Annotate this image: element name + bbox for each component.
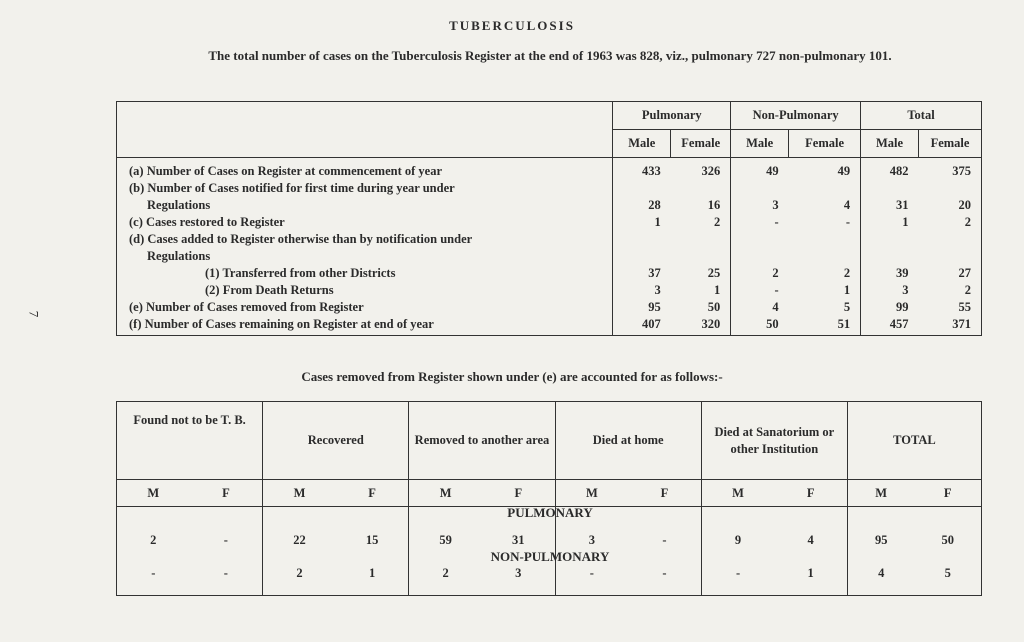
value-cell: - (731, 282, 789, 299)
value-cell: 2 (117, 507, 190, 553)
value-cell (613, 248, 671, 265)
value-cell: 37 (613, 265, 671, 282)
row-label: (e) Number of Cases removed from Register (117, 299, 613, 316)
subtitle: Cases removed from Register shown under (e) are accounted for as follows:- (301, 369, 723, 384)
mf-header: F (336, 480, 409, 507)
value-cell: 320 (671, 316, 731, 336)
value-cell: 3 (861, 282, 919, 299)
value-cell: 407 (613, 316, 671, 336)
value-cell (671, 180, 731, 197)
group-header: Recovered (263, 402, 409, 480)
table-row (117, 299, 982, 316)
value-cell: 15 (336, 507, 409, 553)
table-row (117, 231, 982, 248)
value-cell (613, 180, 671, 197)
value-cell (731, 180, 789, 197)
value-cell: 1 (336, 552, 409, 596)
table-row (117, 316, 982, 336)
value-cell: 95 (613, 299, 671, 316)
value-cell (731, 231, 789, 248)
value-cell: 50 (731, 316, 789, 336)
value-cell: 5 (914, 552, 981, 596)
value-cell: 1 (843, 283, 851, 297)
value-cell (671, 231, 731, 248)
row-label: (b) Number of Cases notified for first time during year under (117, 180, 613, 197)
value-cell: 20 (919, 197, 982, 214)
value-cell: 51 (789, 316, 861, 336)
sub-header: Female (789, 130, 861, 158)
value-cell: 3 (613, 282, 671, 299)
page-number: 7 (26, 310, 42, 318)
table-row (117, 180, 982, 197)
value-cell: 4 (731, 299, 789, 316)
value-cell: 28 (613, 197, 671, 214)
pulmonary-label: PULMONARY (507, 505, 593, 520)
mf-header: F (482, 480, 555, 507)
value-cell: 3 (482, 552, 555, 596)
value-cell: 3 (731, 197, 789, 214)
value-cell: - (555, 552, 628, 596)
sub-header: Male (861, 130, 919, 158)
mf-header: F (914, 480, 981, 507)
value-cell (861, 180, 919, 197)
value-cell: 326 (701, 164, 721, 178)
table-row (117, 282, 982, 299)
removed-table (116, 401, 982, 596)
value-cell: 39 (861, 265, 919, 282)
value-cell: 433 (613, 158, 671, 181)
group-header: Found not to be T. B. (117, 402, 263, 480)
value-cell: - (117, 552, 190, 596)
value-cell (789, 248, 861, 265)
value-cell: 1 (613, 214, 671, 231)
sub-header: Female (919, 130, 982, 158)
value-cell: 59 (409, 507, 482, 553)
value-cell: - (701, 552, 774, 596)
value-cell: 16 (707, 198, 721, 212)
value-cell (861, 231, 919, 248)
value-cell (671, 248, 731, 265)
value-cell: - (845, 215, 851, 229)
value-cell (919, 248, 982, 265)
row-label: Regulations (117, 197, 613, 214)
row-label: (d) Cases added to Register otherwise than by notification under (117, 231, 613, 248)
sub-header: Male (731, 130, 789, 158)
value-cell (613, 231, 671, 248)
value-cell: 482 (861, 158, 919, 181)
value-cell: 25 (707, 266, 721, 280)
label-header-cell (117, 102, 613, 158)
value-cell: 3 (555, 507, 628, 553)
value-cell: 31 (482, 507, 555, 553)
value-cell: 1 (861, 214, 919, 231)
group-header: Pulmonary (613, 102, 731, 130)
table-row (117, 265, 982, 282)
group-header: Died at home (555, 402, 701, 480)
register-table (116, 101, 982, 336)
value-cell: - (628, 507, 701, 553)
value-cell: 2 (409, 552, 482, 596)
value-cell: 2 (713, 215, 721, 229)
value-cell: 49 (837, 164, 851, 178)
value-cell: 95 (847, 507, 914, 553)
group-header: Non-Pulmonary (731, 102, 861, 130)
mf-header: F (190, 480, 263, 507)
value-cell: 371 (919, 316, 982, 336)
sub-header: Female (671, 130, 731, 158)
value-cell (919, 231, 982, 248)
sub-header: Male (613, 130, 671, 158)
value-cell: 375 (919, 158, 982, 181)
table-row (117, 197, 982, 214)
value-cell: 50 (707, 300, 721, 314)
value-cell: 22 (263, 507, 336, 553)
group-header: Removed to another area (409, 402, 555, 480)
value-cell: 1 (713, 283, 721, 297)
value-cell: 2 (843, 266, 851, 280)
value-cell: 2 (731, 265, 789, 282)
value-cell: 4 (774, 507, 847, 553)
value-cell: - (190, 507, 263, 553)
value-cell (919, 180, 982, 197)
value-cell: 31 (861, 197, 919, 214)
value-cell (789, 231, 861, 248)
value-cell: 27 (919, 265, 982, 282)
row-label: (f) Number of Cases remaining on Register at end of year (117, 316, 613, 336)
row-label: (a) Number of Cases on Register at commencement of year (117, 158, 613, 181)
value-cell: 9 (701, 507, 774, 553)
value-cell: 2 (919, 282, 982, 299)
intro-paragraph: The total number of cases on the Tuberculosis Register at the end of 1963 was 828, viz., pulmonary 727 non-pulmonary 101. (208, 48, 892, 63)
value-cell (861, 248, 919, 265)
value-cell: 457 (861, 316, 919, 336)
value-cell: - (628, 552, 701, 596)
value-cell: 55 (919, 299, 982, 316)
value-cell: 49 (731, 158, 789, 181)
row-label: (1) Transferred from other Districts (117, 265, 613, 282)
mf-header: M (701, 480, 774, 507)
mf-header: M (409, 480, 482, 507)
value-cell: - (731, 214, 789, 231)
mf-header: F (774, 480, 847, 507)
value-cell: 2 (919, 214, 982, 231)
table-row (117, 214, 982, 231)
table-row (117, 248, 982, 265)
value-cell: 5 (843, 300, 851, 314)
mf-header: M (117, 480, 190, 507)
table-row (117, 158, 982, 181)
value-cell: 4 (843, 198, 851, 212)
mf-header: M (847, 480, 914, 507)
row-label: (2) From Death Returns (117, 282, 613, 299)
row-label: Regulations (117, 248, 613, 265)
group-header: Died at Sanatorium or other Institution (701, 402, 847, 480)
mf-header: M (555, 480, 628, 507)
value-cell: 4 (847, 552, 914, 596)
mf-header: F (628, 480, 701, 507)
value-cell (731, 248, 789, 265)
value-cell: 50 (914, 507, 981, 553)
value-cell: 99 (861, 299, 919, 316)
non-pulmonary-label: NON-PULMONARY (490, 549, 610, 564)
group-header: Total (861, 102, 982, 130)
value-cell (789, 180, 861, 197)
mf-header: M (263, 480, 336, 507)
row-label: (c) Cases restored to Register (117, 214, 613, 231)
value-cell: 2 (263, 552, 336, 596)
page-title: TUBERCULOSIS (449, 18, 575, 33)
group-header: TOTAL (847, 402, 981, 480)
value-cell: - (190, 552, 263, 596)
value-cell: 1 (774, 552, 847, 596)
